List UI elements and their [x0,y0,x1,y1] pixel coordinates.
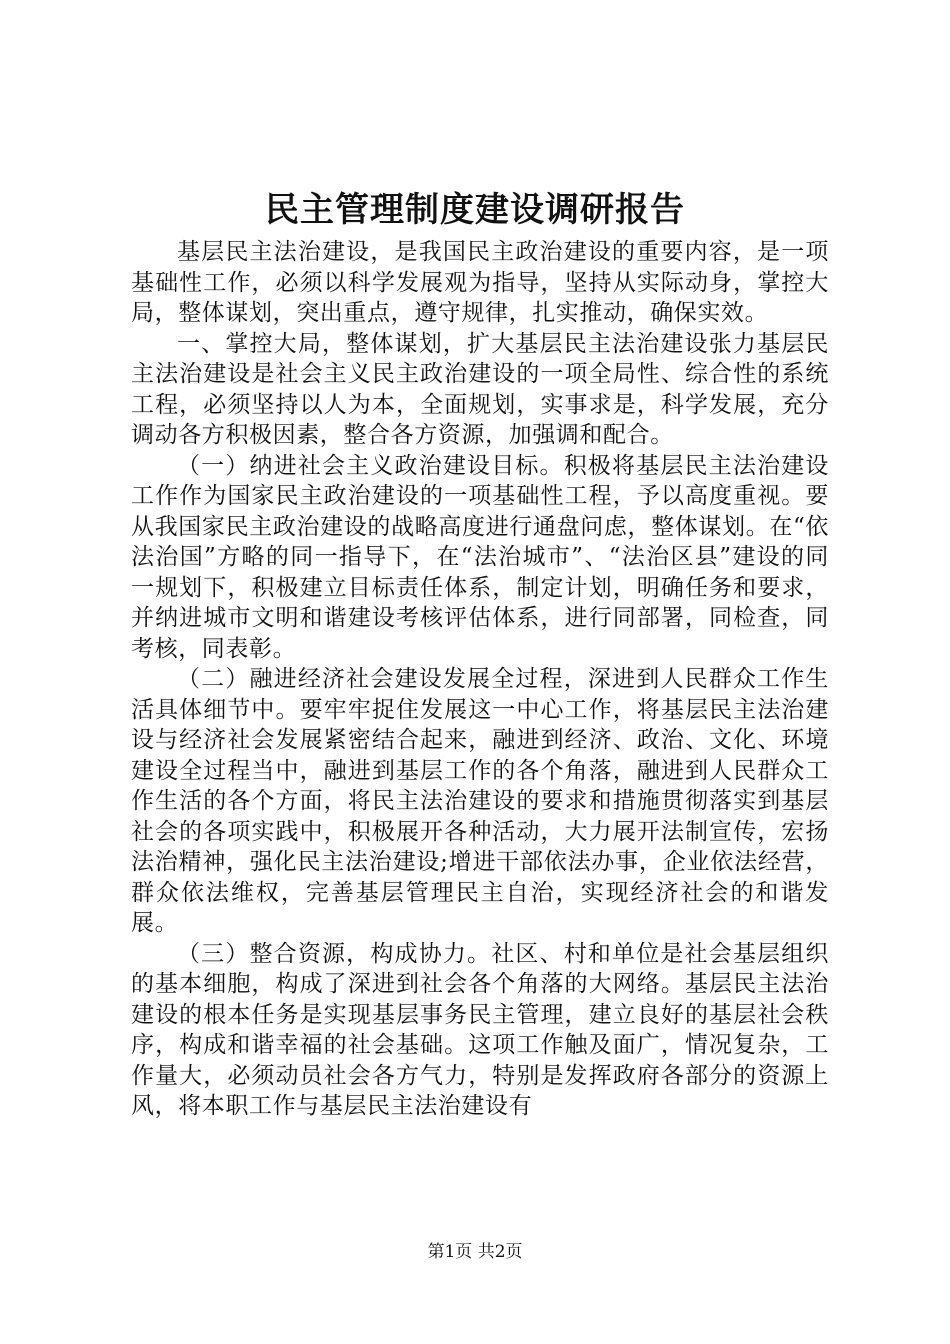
paragraph-section-1: 一、掌控大局，整体谋划，扩大基层民主法治建设张力基层民主法治建设是社会主义民主政治建设的一项全局性、综合性的系统工程，必须坚持以人为本，全面规划，实事求是，科学发展，充分调动各方积极因素，整合各方资源，加强调和配合。 [131,330,829,448]
document-body [131,237,829,1122]
paragraph-subsection-2: （二）融进经济社会建设发展全过程，深进到人民群众工作生活具体细节中。要牢牢捉住发展这一中心工作，将基层民主法治建设与经济社会发展紧密结合起来，融进到经济、政治、文化、环境建设全过程当中，融进到基层工作的各个角落，融进到人民群众工作生活的各个方面，将民主法治建设的要求和措施贯彻落实到基层社会的各项实践中，积极展开各种活动，大力展开法制宣传，宏扬法治精神，强化民主法治建设;增进干部依法办事，企业依法经营，群众依法维权，完善基层管理民主自治，实现经济社会的和谐发展。 [131,666,829,936]
paragraph-subsection-3: （三）整合资源，构成协力。社区、村和单位是社会基层组织的基本细胞，构成了深进到社会各个角落的大网络。基层民主法治建设的根本任务是实现基层事务民主管理，建立良好的基层社会秩序，构成和谐幸福的社会基础。这项工作触及面广，情况复杂，工作量大，必须动员社会各方气力，特别是发挥政府各部分的资源上风，将本职工作与基层民主法治建设有 [131,940,829,1119]
paragraph-subsection-1: （一）纳进社会主义政治建设目标。积极将基层民主法治建设工作作为国家民主政治建设的一项基础性工程，予以高度重视。要从我国家民主政治建设的战略高度进行通盘问虑，整体谋划。在“依法治国”方略的同一指导下，在“法治城市”、“法治区县”建设的同一规划下，积极建立目标责任体系，制定计划，明确任务和要求，并纳进城市文明和谐建设考核评估体系，进行同部署，同检查，同考核，同表彰。 [131,452,829,662]
page-number-footer: 第1页 共2页 [427,1242,523,1262]
document-title: 民主管理制度建设调研报告 [265,190,685,230]
paragraph-intro: 基层民主法治建设，是我国民主政治建设的重要内容，是一项基础性工作，必须以科学发展观为指导，坚持从实际动身，掌控大局，整体谋划，突出重点，遵守规律，扎实推动，确保实效。 [131,239,829,326]
